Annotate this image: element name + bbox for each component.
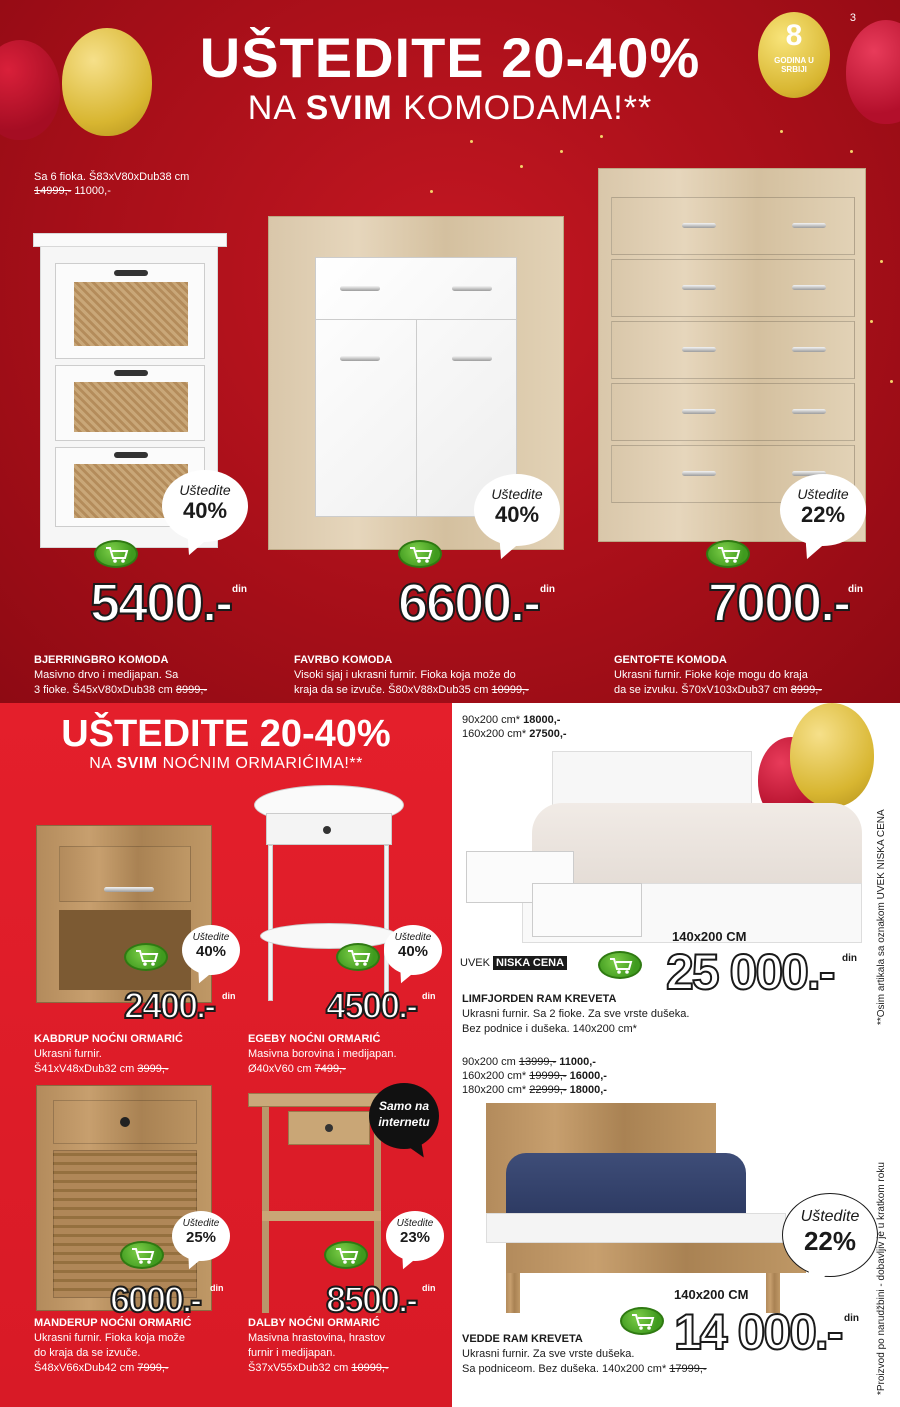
dalby-description: Masivna hrastovina, hrastov furnir i medijapan. Š37xV55xDub32 cm 10999,-: [248, 1332, 389, 1374]
side-note-made-to-order: *Proizvod po narudžbini - dobavljiv je u kratkom roku: [876, 1162, 887, 1395]
currency-label: din: [422, 991, 436, 1001]
manderup-description: Ukrasni furnir. Fioka koja može do kraja da se izvuče. Š48xV66xDub42 cm 7999,-: [34, 1332, 185, 1374]
add-to-cart-icon[interactable]: [124, 943, 168, 971]
favrbo-price: 6600.-: [398, 573, 540, 633]
gentofte-description: Ukrasni furnir. Fioke koje mogu do kraja da se izvuku. Š70xV103xDub37 cm 8999,-: [614, 669, 822, 696]
favrbo-name: FAVRBO KOMODA: [294, 654, 393, 666]
beds-panel: [452, 703, 900, 1407]
manderup-name: MANDERUP NOĆNI ORMARIĆ: [34, 1317, 192, 1329]
add-to-cart-icon[interactable]: [706, 540, 750, 568]
currency-label: din: [842, 953, 857, 964]
currency-label: din: [222, 991, 236, 1001]
kabdrup-price: 2400.-: [124, 985, 215, 1026]
bjerringbro-description: Masivno drvo i medijapan. Sa 3 fioke. Š45xV80xDub38 cm 8999,-: [34, 669, 208, 696]
gentofte-variant-note: Sa 6 fioka. Š83xV80xDub38 cm 14999,- 11000,-: [34, 171, 190, 197]
kabdrup-savings-badge: Uštedite 40%: [182, 925, 240, 975]
manderup-price: 6000.-: [110, 1279, 201, 1320]
vedde-description: Ukrasni furnir. Za sve vrste dušeka. Sa podniceom. Bez dušeka. 140x200 cm* 17999,-: [462, 1348, 707, 1375]
bjerringbro-name: BJERRINGBRO KOMODA: [34, 654, 169, 666]
gentofte-savings-badge: Uštedite 22%: [780, 474, 866, 546]
add-to-cart-icon[interactable]: [120, 1241, 164, 1269]
dalby-savings-badge: Uštedite 23%: [386, 1211, 444, 1261]
gentofte-price: 7000.-: [708, 573, 850, 633]
add-to-cart-icon[interactable]: [398, 540, 442, 568]
nightstands-panel: [0, 703, 452, 1407]
page-number: 3: [849, 12, 856, 24]
nightstands-subheadline: NA SVIM NOĆNIM ORMARIĆIMA!**: [89, 755, 363, 772]
kabdrup-product-image: [36, 825, 212, 1003]
limfjorden-size-options: 90x200 cm* 18000,- 160x200 cm* 27500,-: [462, 714, 567, 740]
add-to-cart-icon[interactable]: [598, 951, 642, 979]
vedde-name: VEDDE RAM KREVETA: [462, 1333, 583, 1345]
egeby-price: 4500.-: [326, 985, 417, 1026]
uvek-niska-cena-logo: UVEK NISKA CENA: [460, 957, 567, 969]
gentofte-name: GENTOFTE KOMODA: [614, 654, 727, 666]
limfjorden-name: LIMFJORDEN RAM KREVETA: [462, 993, 617, 1005]
currency-label: din: [848, 584, 863, 595]
online-only-badge: Samo na internetu: [369, 1083, 439, 1149]
add-to-cart-icon[interactable]: [94, 540, 138, 568]
currency-label: din: [540, 584, 555, 595]
currency-label: din: [422, 1283, 436, 1293]
egeby-name: EGEBY NOĆNI ORMARIĆ: [248, 1033, 381, 1045]
egeby-savings-badge: Uštedite 40%: [384, 925, 442, 975]
limfjorden-price: 25 000.-: [666, 944, 834, 1000]
bjerringbro-price: 5400.-: [90, 573, 232, 633]
vedde-size-tag: 140x200 CM: [674, 1287, 749, 1302]
vedde-size-options: 90x200 cm 13999,- 11000,- 160x200 cm* 19999,- 16000,- 180x200 cm* 22999,- 18000,-: [462, 1056, 607, 1096]
page-subheadline: NA SVIM KOMODAMA!**: [247, 89, 653, 127]
anniversary-badge: 8 GODINA U SRBIJI: [758, 12, 830, 98]
currency-label: din: [232, 584, 247, 595]
egeby-product-image: [254, 785, 404, 1005]
manderup-savings-badge: Uštedite 25%: [172, 1211, 230, 1261]
kabdrup-name: KABDRUP NOĆNI ORMARIĆ: [34, 1033, 183, 1045]
top-banner: [0, 0, 900, 703]
currency-label: din: [844, 1313, 859, 1324]
limfjorden-description: Ukrasni furnir. Sa 2 fioke. Za sve vrste dušeka. Bez podnice i dušeka. 140x200 cm*: [462, 1008, 690, 1035]
add-to-cart-icon[interactable]: [324, 1241, 368, 1269]
page-headline: UŠTEDITE 20-40%: [199, 26, 701, 89]
vedde-price: 14 000.-: [674, 1304, 842, 1360]
favrbo-description: Visoki sjaj i ukrasni furnir. Fioka koja može do kraja da se izvuče. Š80xV88xDub35 cm 10999,-: [294, 669, 529, 696]
currency-label: din: [210, 1283, 224, 1293]
egeby-description: Masivna borovina i medijapan. Ø40xV60 cm 7499,-: [248, 1048, 397, 1075]
side-note-uvek-niska-cena: **Osim artikala sa oznakom UVEK NISKA CENA: [876, 809, 887, 1025]
add-to-cart-icon[interactable]: [336, 943, 380, 971]
limfjorden-size-tag: 140x200 CM: [672, 929, 747, 944]
limfjorden-product-image: [462, 743, 872, 953]
dalby-price: 8500.-: [326, 1279, 417, 1320]
add-to-cart-icon[interactable]: [620, 1307, 664, 1335]
dalby-name: DALBY NOĆNI ORMARIĆ: [248, 1317, 380, 1329]
nightstands-headline: UŠTEDITE 20-40%: [61, 713, 391, 755]
kabdrup-description: Ukrasni furnir. Š41xV48xDub32 cm 3999,-: [34, 1048, 169, 1075]
manderup-product-image: [36, 1085, 212, 1311]
vedde-savings-badge: Uštedite 22%: [782, 1193, 878, 1277]
bjerringbro-savings-badge: Uštedite 40%: [162, 470, 248, 542]
favrbo-savings-badge: Uštedite 40%: [474, 474, 560, 546]
